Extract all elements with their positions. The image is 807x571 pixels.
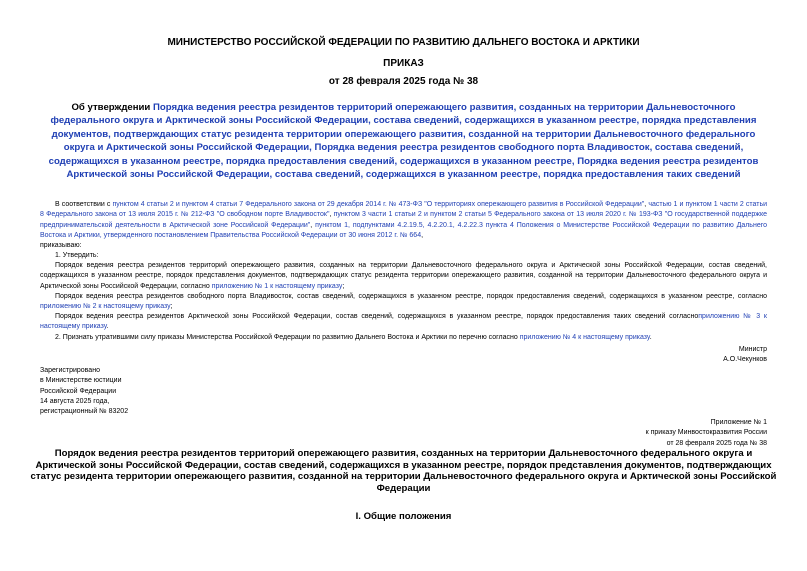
- signature-position: Министр: [738, 346, 767, 353]
- item-approve-1: [40, 261, 767, 292]
- item-3-end: .: [106, 323, 109, 331]
- order-title: [40, 101, 767, 181]
- preamble-text-5: ,: [421, 231, 424, 239]
- signature-name: А.О.Чекунков: [723, 356, 767, 363]
- appendix-title: Порядок ведения реестра резидентов территорий опережающего развития, созданных на территории Дальневосточного федерального округа и Арктической зоны Российской Федерации, состав сведений, содержащихся в указанном реестре, порядок представления документов, подтверждающих статус резидента территории опережающего развития, созданной на территории Дальневосточного федерального округа и Арктической зоны Российской Федерации: [30, 448, 777, 494]
- item-2-text: Порядок ведения реестра резидентов свободного порта Владивосток, состав сведений, содержащихся в указанном реестре, порядок предоставления сведений, содержащихся в указанном реестре, согласно: [55, 293, 767, 300]
- preamble-text-1: В соответствии с: [55, 201, 113, 208]
- registration-line-4: 14 августа 2025 года,: [40, 397, 110, 405]
- title-link[interactable]: Порядка ведения реестра резидентов территорий опережающего развития, созданных на территории Дальневосточного федерального округа и Арктической зоны Российской Федерации, состава сведений, содержащихся в указанном реестре, порядка представления документов, подтверждающих статус резидента территории опережающего развития, созданной на территории Дальневосточного федерального округа и Арктической зоны Российской Федерации, Порядка ведения реестра резидентов свободного порта Владивосток, состава сведений, содержащихся в указанном реестре, порядка предоставления сведений, содержащихся в указанном реестре, Порядка ведения реестра резидентов Арктической зоны Российской Федерации, состава сведений, содержащихся в указанном реестре, порядка предоставления таких сведений: [48, 102, 759, 181]
- law-193-link[interactable]: пунктом 3 части 1 статьи 2 и пунктом 2 статьи 5 Федерального закона от 13 июля 2020 г. № 193-ФЗ "О государственной поддержке предпринимательской деятельности в Арктической зоне Российской Федерации": [40, 211, 768, 229]
- section-heading: I. Общие положения: [355, 511, 452, 522]
- date-number: от 28 февраля 2025 года № 38: [328, 76, 479, 87]
- orders-word: приказываю:: [40, 242, 82, 249]
- law-212-link[interactable]: частью 1 и пунктом 1 части 2 статьи 8 Федерального закона от 13 июля 2015 г. № 212-ФЗ "О свободном порте Владивосток": [40, 201, 768, 219]
- appendix-header: [646, 418, 767, 449]
- title-prefix: Об утверждении: [71, 102, 153, 113]
- registration-block: [40, 366, 128, 417]
- item-1-text: Порядок ведения реестра резидентов территорий опережающего развития, созданных на территории Дальневосточного федерального округа и Арктической зоны Российской Федерации, состав сведений, содержащихся в указанном реестре, порядок представления документов, подтверждающих статус резидента территории опережающего развития, созданной на территории Дальневосточного федерального округа и Арктической зоны Российской Федерации, согласно: [40, 262, 767, 290]
- registration-line-2: в Министерстве юстиции: [40, 377, 122, 385]
- appendix-line-1: Приложение № 1: [710, 419, 767, 426]
- appendix-line-2: к приказу Минвостокразвития России: [645, 429, 767, 437]
- item-repeal: [40, 333, 767, 343]
- appendix-3-link[interactable]: приложению № 3 к настоящему приказу: [40, 313, 767, 331]
- doc-type-heading: ПРИКАЗ: [383, 58, 424, 69]
- registration-line-1: Зарегистрировано: [40, 367, 100, 374]
- preamble-text-3: ,: [329, 211, 334, 219]
- item-approve-2: [40, 292, 767, 313]
- preamble: [40, 200, 767, 241]
- appendix-line-3: от 28 февраля 2025 года № 38: [666, 439, 767, 447]
- appendix-1-link[interactable]: приложению № 1 к настоящему приказу: [211, 282, 343, 290]
- item-1-end: ;: [342, 282, 345, 290]
- appendix-2-link[interactable]: приложению № 2 к настоящему приказу: [40, 303, 171, 311]
- item-approve-3: [40, 312, 767, 333]
- item-3-text: Порядок ведения реестра резидентов Арктической зоны Российской Федерации, состав сведений, содержащихся в указанном реестре, порядок предоставления таких сведений согласно: [55, 313, 699, 320]
- preamble-text-2: ,: [644, 201, 649, 208]
- registration-line-5: регистрационный № 83202: [40, 408, 129, 416]
- item-repeal-end: .: [649, 334, 652, 341]
- law-473-link[interactable]: пунктом 4 статьи 2 и пунктом 4 статьи 7 Федерального закона от 29 декабря 2014 г. № 473-ФЗ "О территориях опережающего развития в Российской Федерации": [112, 201, 645, 208]
- preamble-text-4: ,: [310, 221, 316, 229]
- item-repeal-text: 2. Признать утратившими силу приказы Министерства Российской Федерации по развитию Дальнего Востока и Арктики по перечню согласно: [55, 334, 520, 341]
- item-approve: 1. Утвердить:: [55, 252, 99, 259]
- item-2-end: ;: [170, 303, 173, 311]
- registration-line-3: Российской Федерации: [40, 387, 117, 395]
- appendix-4-link[interactable]: приложению № 4 к настоящему приказу: [519, 334, 650, 341]
- ministry-heading: МИНИСТЕРСТВО РОССИЙСКОЙ ФЕДЕРАЦИИ ПО РАЗВИТИЮ ДАЛЬНЕГО ВОСТОКА И АРКТИКИ: [167, 37, 640, 48]
- regulation-664-link[interactable]: пунктом 1, подпунктами 4.2.19.5, 4.2.20.1, 4.2.22.3 пункта 4 Положения о Министерстве Российской Федерации по развитию Дальнего Востока и Арктики, утвержденного постановлением Правительства Российской Федерации от 30 июня 2012 г. № 664: [40, 221, 768, 239]
